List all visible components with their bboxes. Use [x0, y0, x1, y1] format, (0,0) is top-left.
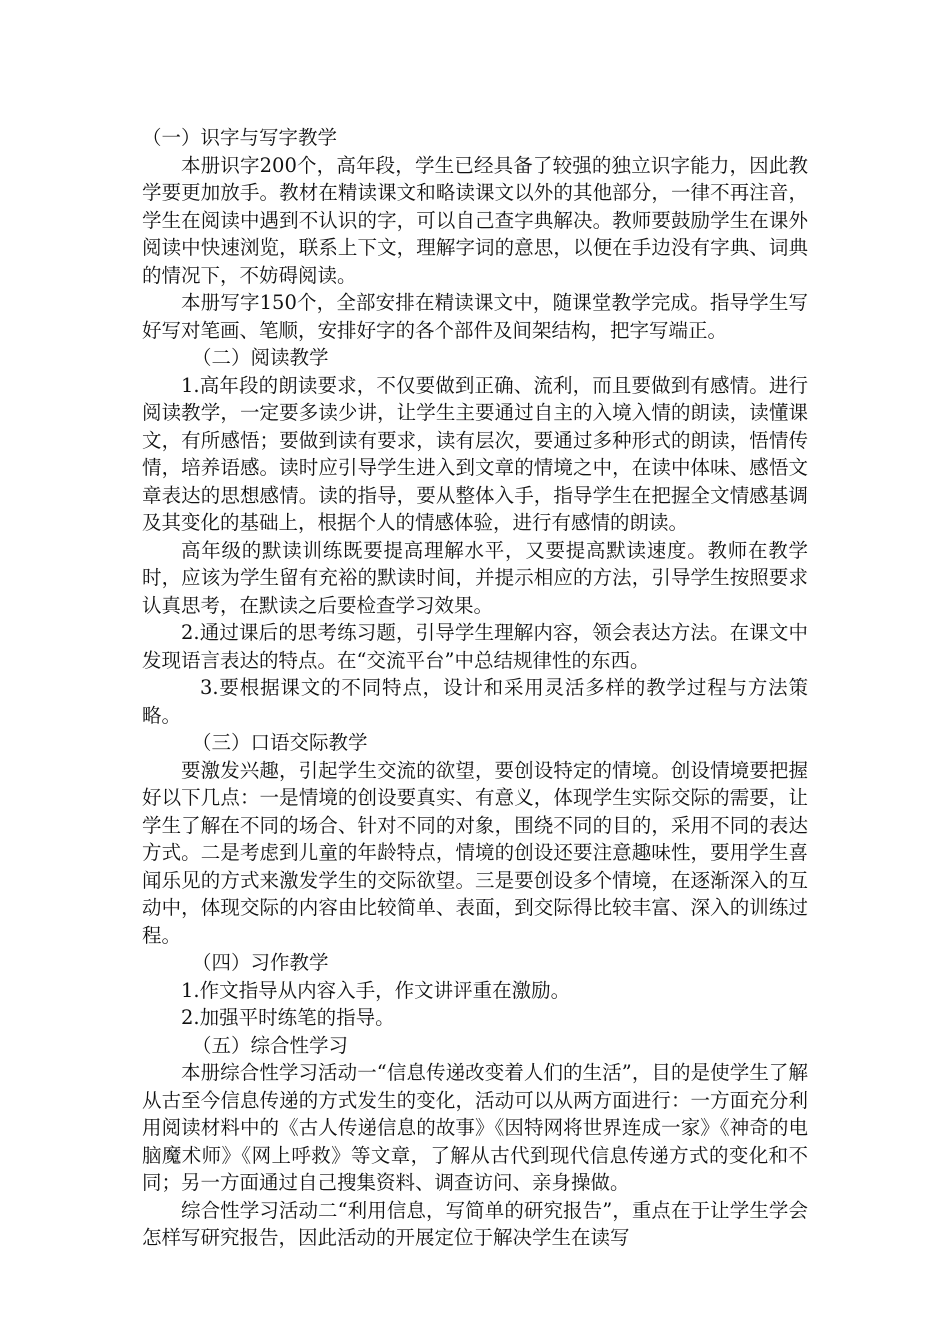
section-heading-comprehensive-learning: （五）综合性学习	[192, 1033, 349, 1057]
paragraph-composition-practice: 2.加强平时练笔的指导。	[181, 1006, 395, 1029]
paragraph-activity-two: 综合性学习活动二“利用信息，写简单的研究报告”，重点在于让学生学会怎样写研究报告，因此活动的开展定位于解决学生在读写	[142, 1198, 808, 1249]
paragraph-reading-aloud: 1.高年段的朗读要求，不仅要做到正确、流利，而且要做到有感情。进行阅读教学，一定要多读少讲，让学生主要通过自主的入境入情的朗读，读懂课文，有所感悟；要做到读有要求，读有层次，要通过多种形式的朗读，悟情传情，培养语感。读时应引导学生进入到文章的情境之中，在读中体味、感悟文章表达的思想感情。读的指导，要从整体入手，指导学生在把握全文情感基调及其变化的基础上，根据个人的情感体验，进行有感情的朗读。	[142, 373, 808, 534]
paragraph-activity-one: 本册综合性学习活动一“信息传递改变着人们的生活”，目的是使学生了解从古至今信息传递的方式发生的变化，活动可以从两方面进行：一方面充分利用阅读材料中的《古人传递信息的故事》《因特网将世界连成一家》《神奇的电脑魔术师》《网上呼救》等文章，了解从古代到现代信息传递方式的变化和不同；另一方面通过自己搜集资料、调查访问、亲身操做。	[142, 1061, 808, 1194]
paragraph-oral-communication: 要激发兴趣，引起学生交流的欲望，要创设特定的情境。创设情境要把握好以下几点：一是情境的创设要真实、有意义，体现学生实际交际的需要，让学生了解在不同的场合、针对不同的对象，围绕不同的目的，采用不同的表达方式。二是考虑到儿童的年龄特点，情境的创设还要注意趣味性，要用学生喜闻乐见的方式来激发学生的交际欲望。三是要创设多个情境，在逐渐深入的互动中，体现交际的内容由比较简单、表面，到交际得比较丰富、深入的训练过程。	[142, 758, 808, 947]
section-heading-composition: （四）习作教学	[192, 951, 329, 974]
section-heading-oral-communication: （三）口语交际教学	[192, 731, 368, 754]
paragraph-literacy-intro: 本册识字200个，高年段，学生已经具备了较强的独立识字能力，因此教学要更加放手。教材在精读课文和略读课文以外的其他部分，一律不再注音，学生在阅读中遇到不认识的字，可以自己查字典解决。教师要鼓励学生在课外阅读中快速浏览，联系上下文，理解字词的意思，以便在手边没有字典、词典的情况下，不妨碍阅读。	[142, 153, 808, 287]
document-body	[142, 124, 808, 1252]
paragraph-silent-reading: 高年级的默读训练既要提高理解水平，又要提高默读速度。教师在教学时，应该为学生留有充裕的默读时间，并提示相应的方法，引导学生按照要求认真思考，在默读之后要检查学习效果。	[142, 538, 808, 617]
paragraph-writing-characters: 本册写字150个，全部安排在精读课文中，随课堂教学完成。指导学生写好写对笔画、笔顺，安排好字的各个部件及间架结构，把字写端正。	[142, 291, 808, 342]
paragraph-exercises: 2.通过课后的思考练习题，引导学生理解内容，领会表达方法。在课文中发现语言表达的特点。在“交流平台”中总结规律性的东西。	[142, 621, 808, 672]
section-heading-literacy: （一）识字与写字教学	[142, 126, 338, 149]
paragraph-composition-guidance: 1.作文指导从内容入手，作文讲评重在激励。	[181, 978, 571, 1002]
paragraph-teaching-strategies: 3.要根据课文的不同特点，设计和采用灵活多样的教学过程与方法策略。	[142, 676, 808, 727]
section-heading-reading: （二）阅读教学	[192, 346, 329, 369]
